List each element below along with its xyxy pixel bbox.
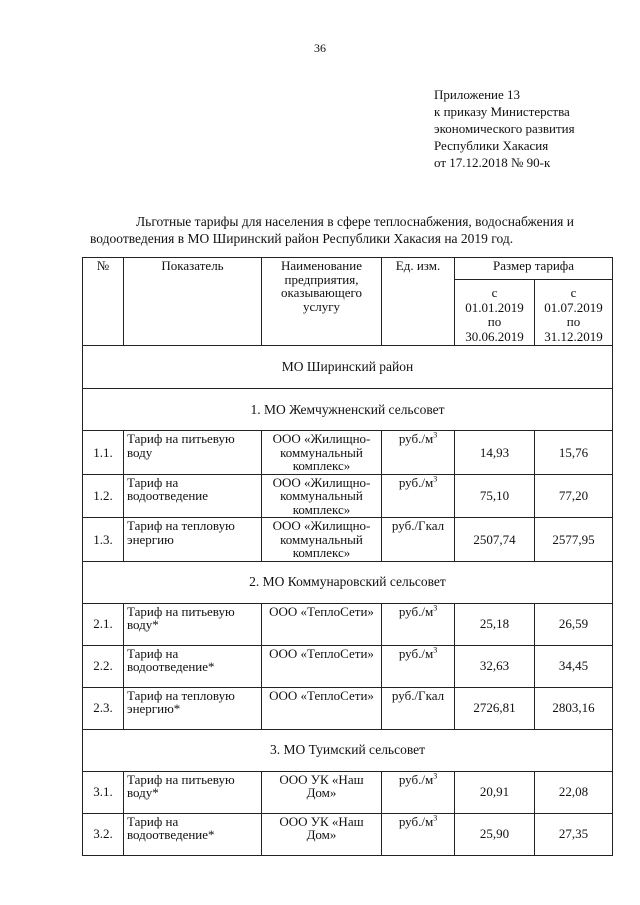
row-indicator: Тариф на питьевую воду*	[124, 603, 262, 645]
row-number: 2.3.	[83, 687, 124, 729]
row-tariff-period-1: 25,90	[455, 813, 535, 855]
header-unit: Ед. изм.	[382, 258, 455, 346]
row-organization: ООО УК «Наш Дом»	[262, 813, 382, 855]
row-tariff-period-2: 2577,95	[535, 518, 613, 562]
header-organization: Наименование предприятия, оказывающего услугу	[262, 258, 382, 346]
row-unit	[382, 687, 455, 729]
row-organization: ООО «Жилищно-коммунальный комплекс»	[262, 474, 382, 518]
appendix-line: Республики Хакасия	[434, 138, 549, 153]
row-tariff-period-2: 2803,16	[535, 687, 613, 729]
row-tariff-period-2: 77,20	[535, 474, 613, 518]
section-heading: 1. МО Жемчужненский сельсовет	[83, 389, 613, 431]
row-indicator: Тариф на питьевую воду	[124, 431, 262, 475]
header-period-1: с 01.01.2019 по 30.06.2019	[455, 280, 535, 346]
row-number: 2.1.	[83, 603, 124, 645]
row-number: 1.2.	[83, 474, 124, 518]
row-unit	[382, 474, 455, 518]
row-organization: ООО «ТеплоСети»	[262, 603, 382, 645]
unit-text: руб./м	[398, 603, 434, 619]
table-row	[83, 431, 613, 475]
appendix-block	[434, 86, 575, 171]
row-unit	[382, 603, 455, 645]
table-row	[83, 474, 613, 518]
header-indicator: Показатель	[124, 258, 262, 346]
unit-superscript: 3	[433, 813, 438, 823]
unit-superscript: 3	[433, 645, 438, 655]
row-tariff-period-1: 25,18	[455, 603, 535, 645]
appendix-line: Приложение 13	[434, 87, 521, 102]
row-indicator: Тариф на тепловую энергию	[124, 518, 262, 562]
unit-superscript: 3	[433, 430, 438, 440]
row-tariff-period-1: 75,10	[455, 474, 535, 518]
row-indicator: Тариф на питьевую воду*	[124, 771, 262, 813]
row-indicator: Тариф на водоотведение	[124, 474, 262, 518]
header-tariff: Размер тарифа	[455, 258, 613, 280]
row-unit	[382, 518, 455, 562]
unit-superscript: 3	[433, 603, 438, 613]
row-indicator: Тариф на тепловую энергию*	[124, 687, 262, 729]
appendix-line: к приказу Министерства	[434, 104, 570, 119]
row-tariff-period-2: 26,59	[535, 603, 613, 645]
unit-text: руб./м	[398, 474, 434, 490]
row-unit	[382, 645, 455, 687]
row-number: 1.3.	[83, 518, 124, 562]
table-row	[83, 813, 613, 855]
appendix-line: от 17.12.2018 № 90-к	[434, 155, 551, 170]
title-line-1: Льготные тарифы для населения в сфере теплоснабжения, водоснабжения и	[136, 214, 574, 229]
unit-text: руб./Гкал	[391, 687, 445, 703]
unit-text: руб./м	[398, 813, 434, 829]
row-tariff-period-2: 15,76	[535, 431, 613, 475]
row-number: 1.1.	[83, 431, 124, 475]
row-indicator: Тариф на водоотведение*	[124, 645, 262, 687]
row-number: 2.2.	[83, 645, 124, 687]
page-number: 36	[314, 41, 326, 55]
appendix-line: экономического развития	[434, 121, 575, 136]
row-tariff-period-1: 2507,74	[455, 518, 535, 562]
row-indicator: Тариф на водоотведение*	[124, 813, 262, 855]
row-tariff-period-1: 14,93	[455, 431, 535, 475]
table-row	[83, 518, 613, 562]
unit-superscript: 3	[433, 771, 438, 781]
title-line-2: водоотведения в МО Ширинский район Республики Хакасия на 2019 год.	[90, 231, 514, 246]
header-period-2: с 01.07.2019 по 31.12.2019	[535, 280, 613, 346]
row-tariff-period-2: 22,08	[535, 771, 613, 813]
unit-text: руб./м	[398, 771, 434, 787]
table-row	[83, 645, 613, 687]
row-organization: ООО «Жилищно-коммунальный комплекс»	[262, 431, 382, 475]
unit-superscript: 3	[433, 474, 438, 484]
row-organization: ООО УК «Наш Дом»	[262, 771, 382, 813]
row-organization: ООО «ТеплоСети»	[262, 687, 382, 729]
row-tariff-period-2: 34,45	[535, 645, 613, 687]
row-number: 3.1.	[83, 771, 124, 813]
row-unit	[382, 813, 455, 855]
unit-text: руб./м	[398, 431, 434, 446]
row-unit	[382, 431, 455, 475]
row-tariff-period-1: 2726,81	[455, 687, 535, 729]
row-tariff-period-1: 32,63	[455, 645, 535, 687]
district-heading: МО Ширинский район	[83, 346, 613, 389]
row-tariff-period-1: 20,91	[455, 771, 535, 813]
row-organization: ООО «ТеплоСети»	[262, 645, 382, 687]
header-num: №	[83, 258, 124, 346]
row-organization: ООО «Жилищно-коммунальный комплекс»	[262, 518, 382, 562]
row-tariff-period-2: 27,35	[535, 813, 613, 855]
document-title	[90, 213, 610, 247]
table-row	[83, 771, 613, 813]
section-heading: 2. МО Коммунаровский сельсовет	[83, 561, 613, 603]
unit-text: руб./м	[398, 645, 434, 661]
table-row	[83, 603, 613, 645]
row-unit	[382, 771, 455, 813]
table-row	[83, 687, 613, 729]
tariff-table	[82, 257, 613, 856]
unit-text: руб./Гкал	[391, 518, 445, 533]
row-number: 3.2.	[83, 813, 124, 855]
section-heading: 3. МО Туимский сельсовет	[83, 729, 613, 771]
